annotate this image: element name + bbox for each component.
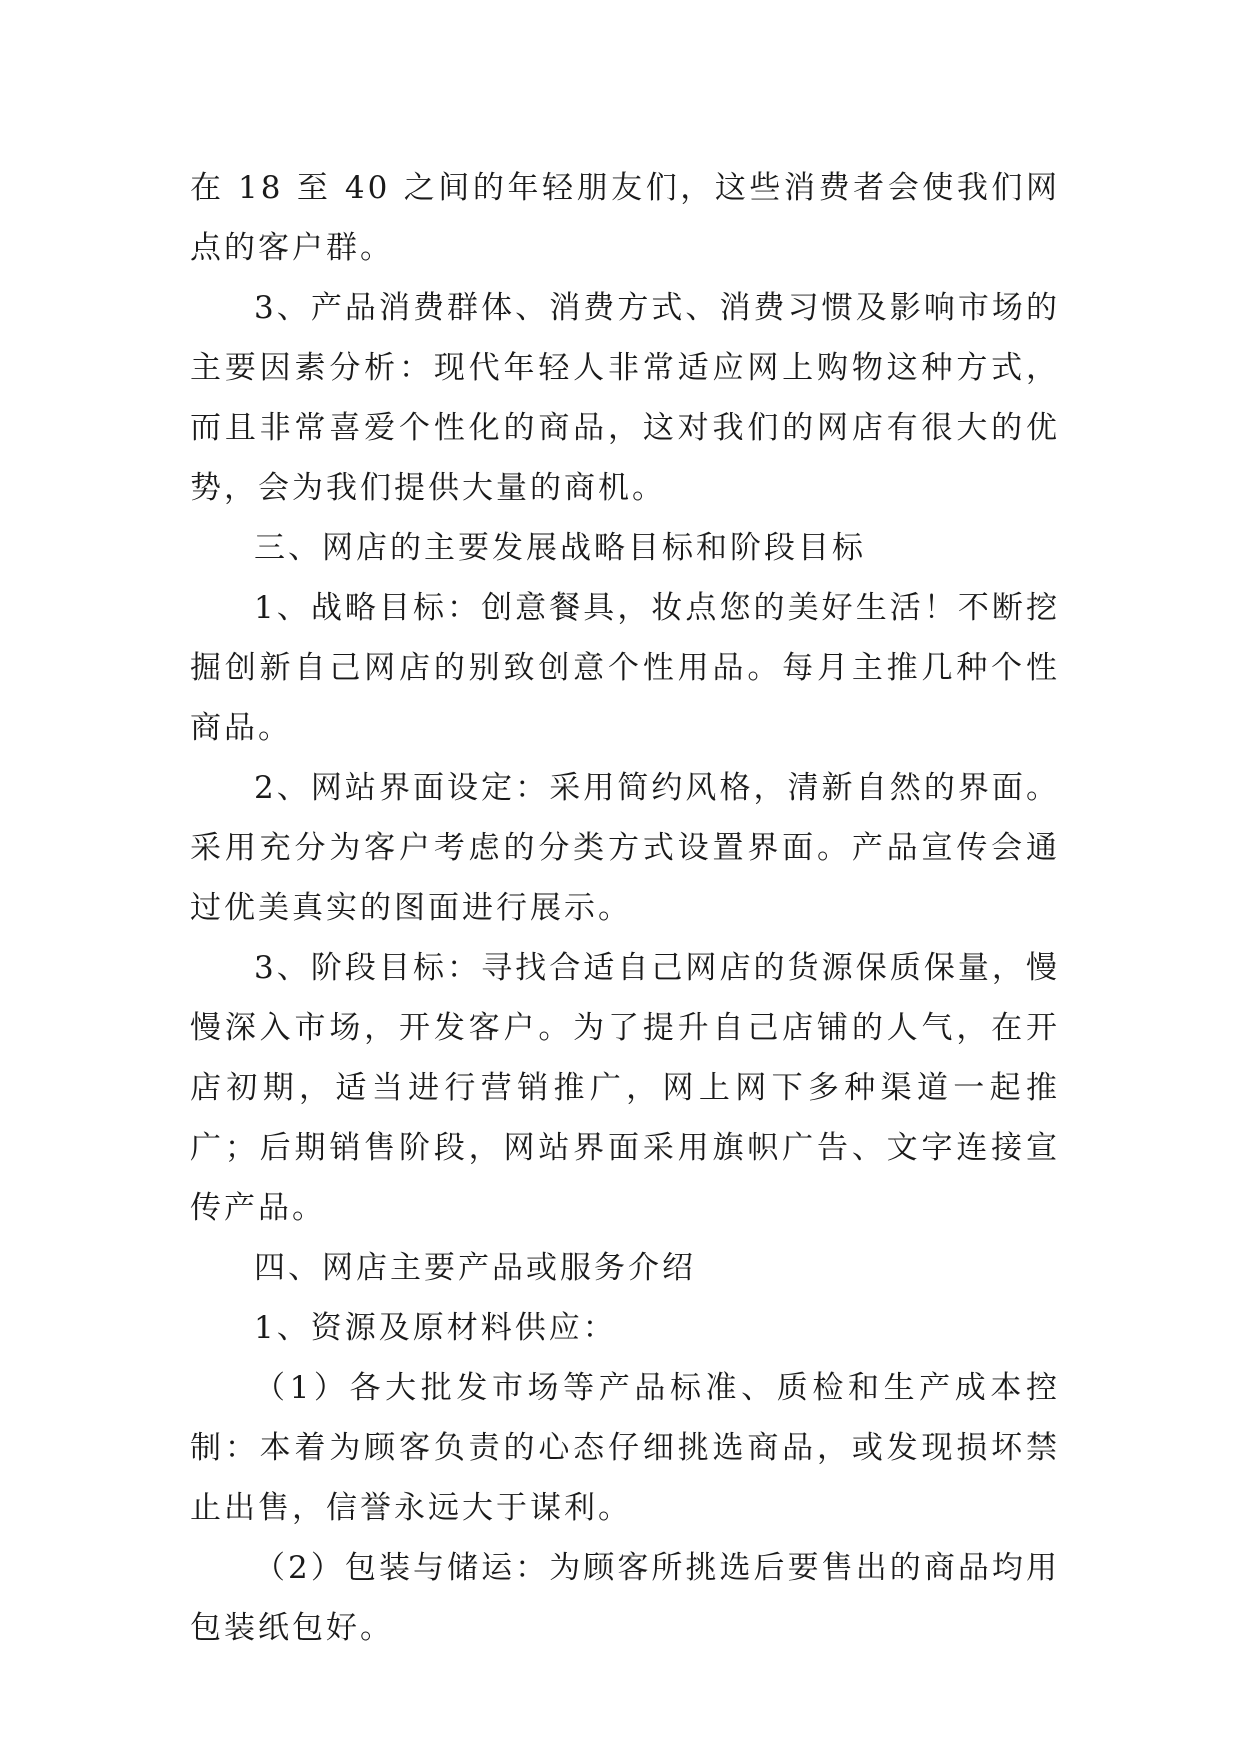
document-body (190, 158, 1060, 1658)
paragraph-packaging: （2）包装与储运：为顾客所挑选后要售出的商品均用包装纸包好。 (190, 1550, 1060, 1646)
paragraph-website-interface: 2、网站界面设定：采用简约风格，清新自然的界面。采用充分为客户考虑的分类方式设置界面。产品宣传会通过优美真实的图面进行展示。 (190, 770, 1060, 926)
section-heading-strategy: 三、网店的主要发展战略目标和阶段目标 (254, 530, 866, 566)
section-heading-products: 四、网店主要产品或服务介绍 (254, 1250, 696, 1286)
paragraph-consumer-analysis: 3、产品消费群体、消费方式、消费习惯及影响市场的主要因素分析：现代年轻人非常适应网上购物这种方式，而且非常喜爱个性化的商品，这对我们的网店有很大的优势，会为我们提供大量的商机。 (190, 290, 1060, 506)
paragraph-stage-goal: 3、阶段目标：寻找合适自己网店的货源保质保量，慢慢深入市场，开发客户。为了提升自己店铺的人气，在开店初期，适当进行营销推广，网上网下多种渠道一起推广；后期销售阶段，网站界面采用旗帜广告、文字连接宣传产品。 (190, 950, 1060, 1226)
paragraph-continuation: 在 18 至 40 之间的年轻朋友们，这些消费者会使我们网点的客户群。 (190, 170, 1060, 266)
paragraph-strategic-goal: 1、战略目标：创意餐具，妆点您的美好生活！不断挖掘创新自己网店的别致创意个性用品。每月主推几种个性商品。 (190, 590, 1060, 746)
paragraph-quality-control: （1）各大批发市场等产品标准、质检和生产成本控制：本着为顾客负责的心态仔细挑选商品，或发现损坏禁止出售，信誉永远大于谋利。 (190, 1370, 1060, 1526)
subheading-supply: 1、资源及原材料供应： (254, 1310, 617, 1346)
